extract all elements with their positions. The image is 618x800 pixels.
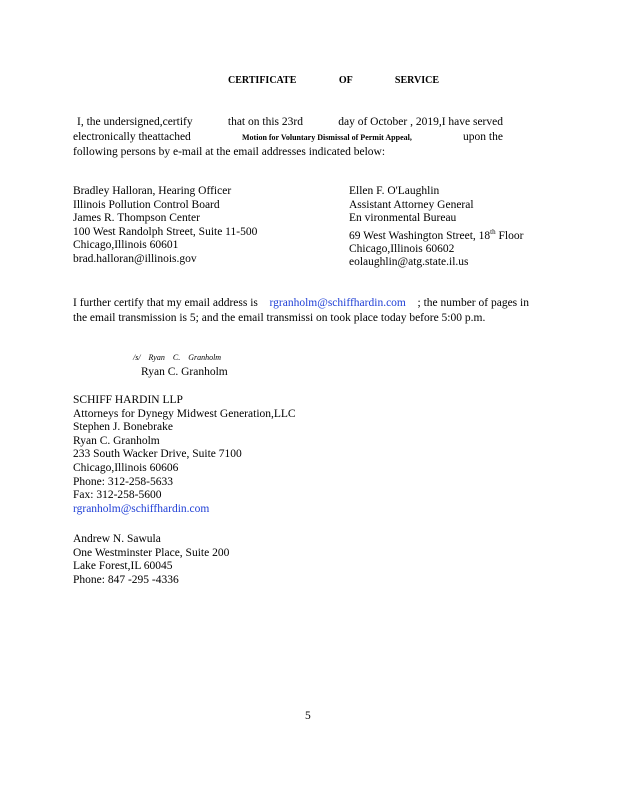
recipient-email: brad.halloran@illinois.gov — [73, 252, 197, 265]
recipient-name: Bradley Halloran, Hearing Officer — [73, 185, 232, 197]
certify-line1-a: I further certify that my email address is — [73, 297, 258, 309]
signatory-name: Ryan C. Granholm — [141, 366, 228, 378]
firm-name: SCHIFF HARDIN LLP — [73, 394, 183, 406]
certify-line2: the email transmission is 5; and the email transmissi on took place today before 5:00 p.m. — [73, 312, 486, 324]
certify-email-link[interactable]: rgranholm@schiffhardin.com — [269, 297, 406, 309]
recipient-block-olaughlin — [349, 185, 523, 270]
firm-phone: Phone: 312-258-5633 — [73, 475, 173, 488]
firm-attorney: Ryan C. Granholm — [73, 434, 160, 447]
attorney-street: One Westminster Place, Suite 200 — [73, 546, 230, 559]
certify-line1-b: ; the number of pages in — [417, 297, 529, 309]
intro-line2-a: electronically theattached — [73, 131, 191, 143]
recipient-email: eolaughlin@atg.state.il.us — [349, 256, 469, 269]
firm-street: 233 South Wacker Drive, Suite 7100 — [73, 448, 242, 461]
electronic-signature: /s/ Ryan C. Granholm — [133, 353, 222, 362]
recipient-org: Illinois Pollution Control Board — [73, 198, 220, 211]
motion-title: Motion for Voluntary Dismissal of Permit Appeal, — [242, 133, 412, 142]
intro-paragraph — [73, 115, 503, 160]
recipient-org: Assistant Attorney General — [349, 198, 474, 211]
recipient-name: Ellen F. O'Laughlin — [349, 185, 440, 197]
second-attorney-block — [73, 533, 229, 587]
intro-line1-c: day of October , 2019,I have served — [338, 116, 503, 128]
recipient-building: James R. Thompson Center — [73, 212, 200, 224]
attorney-phone: Phone: 847 -295 -4336 — [73, 573, 179, 586]
firm-fax: Fax: 312-258-5600 — [73, 489, 162, 502]
recipient-street: 100 West Randolph Street, Suite 11-500 — [73, 225, 258, 238]
recipient-building: En vironmental Bureau — [349, 212, 457, 224]
recipient-city: Chicago,Illinois 60602 — [349, 242, 455, 255]
intro-line1-b: that on this 23rd — [227, 116, 303, 128]
page-number: 5 — [305, 710, 311, 722]
intro-line2-b: upon the — [463, 131, 503, 143]
document-title: CERTIFICATE OF SERVICE — [228, 75, 439, 86]
intro-line1-a: I, the undersigned,certify — [77, 116, 193, 128]
firm-city: Chicago,Illinois 60606 — [73, 461, 179, 474]
firm-role: Attorneys for Dynegy Midwest Generation,LLC — [73, 407, 296, 420]
intro-line3: following persons by e-mail at the email addresses indicated below: — [73, 146, 386, 158]
attorney-name: Andrew N. Sawula — [73, 533, 161, 545]
recipient-block-halloran — [73, 185, 257, 266]
attorney-city: Lake Forest,IL 60045 — [73, 560, 173, 573]
firm-email-link[interactable]: rgranholm@schiffhardin.com — [73, 502, 210, 515]
firm-block — [73, 394, 296, 516]
firm-attorney: Stephen J. Bonebrake — [73, 421, 173, 434]
recipient-street: 69 West Washington Street, 18th Floor — [349, 227, 524, 242]
recipient-city: Chicago,Illinois 60601 — [73, 239, 179, 251]
certify-paragraph — [73, 296, 529, 326]
